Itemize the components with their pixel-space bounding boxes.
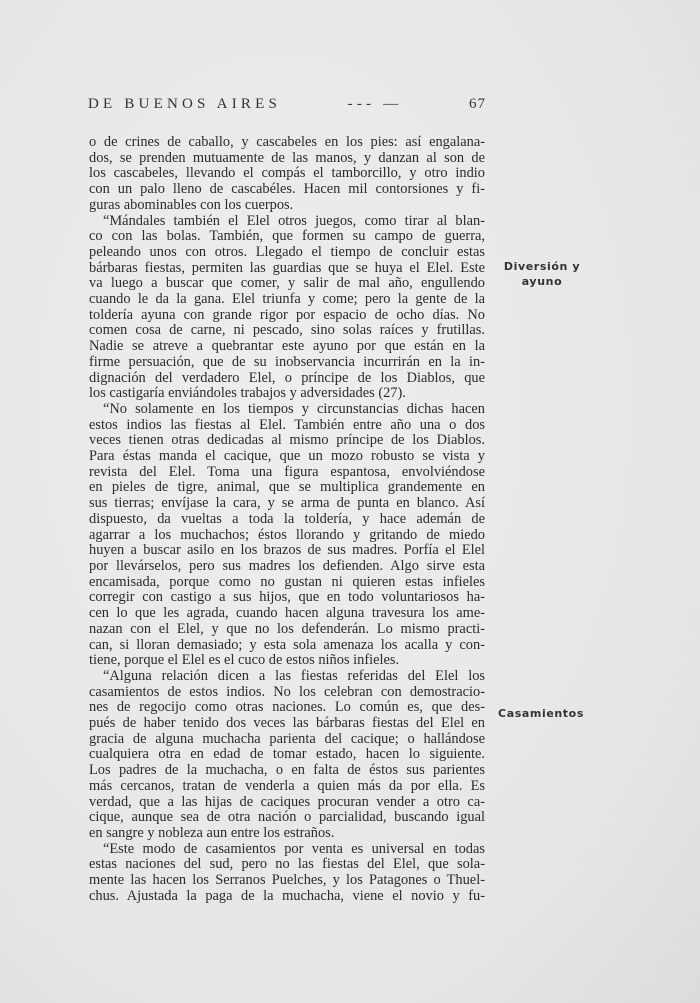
text-line: huyen a buscar asilo en los brazos de sus madres. Porfía el Elel (89, 542, 485, 559)
text-line: dignación del verdadero Elel, o príncipe de los Diablos, que (89, 369, 485, 386)
text-line: por llevárselos, pero sus madres los defienden. Algo sirve esta (89, 557, 485, 574)
text-line: revista del Elel. Toma una figura espantosa, envolviéndose (89, 463, 485, 480)
text-line: “Este modo de casamientos por venta es universal en todas (103, 840, 485, 857)
text-line: los cascabeles, llevando el compás el tamborcillo, y otro indio (89, 165, 485, 182)
text-line: en pieles de tigre, animal, que se multiplica grandemente en (89, 479, 485, 496)
text-line: cuando le da la gana. Elel triunfa y come; pero la gente de la (89, 291, 485, 308)
text-line: los castigaría enviándoles trabajos y adversidades (27). (89, 385, 406, 402)
text-line: va luego a buscar que comer, y salir de mal año, engullendo (89, 275, 485, 292)
margin-note-casamientos: Casamientos (498, 707, 584, 720)
text-line: en sangre y nobleza aun entre los estraños. (89, 824, 335, 841)
body-text (89, 135, 485, 904)
text-line: guras abominables con los cuerpos. (89, 196, 294, 213)
running-title: DE BUENOS AIRES (88, 96, 282, 112)
text-line: nes de regocijo como otras naciones. Lo común es, que des- (89, 699, 485, 716)
text-line: estas naciones del sud, pero no las fiestas del Elel, que sola- (89, 856, 485, 873)
text-line: co con las bolas. También, que formen su campo de guerra, (89, 228, 485, 245)
text-line: nazan con el Elel, y que no los defenderán. Lo mismo practi- (89, 620, 485, 637)
text-line: “Alguna relación dicen a las fiestas referidas del Elel los (103, 667, 485, 684)
text-line: veces tienen otras dedicadas al mismo príncipe de los Diablos. (89, 432, 485, 449)
text-line: más cercanos, tratan de venderla a quien más da por ella. Es (89, 777, 485, 794)
text-line: con un palo lleno de cascabéles. Hacen mil contorsiones y fi- (89, 181, 485, 198)
text-line: corregir con castigo a sus hijos, que en todo voluntariosos ha- (89, 589, 485, 606)
text-line: toldería ayuna con grande rigor por espacio de ocho días. No (89, 306, 485, 323)
margin-note-line: Diversión y (503, 260, 581, 273)
text-line: comen cosa de carne, ni pescado, sino solas raíces y frutillas. (89, 322, 485, 339)
text-line: cen lo que les agrada, cuando hacen alguna travesura los ame- (89, 605, 485, 622)
text-line: o de crines de caballo, y cascabeles en los pies: así engalana- (89, 134, 485, 150)
text-line: peleando unos con otros. Llegado el tiempo de concluir estas (89, 243, 485, 260)
text-line: can, si lloran demasiado; y esta sola amenaza los acalla y con- (89, 636, 485, 653)
text-line: mente las hacen los Serranos Puelches, y los Patagones o Thuel- (89, 872, 485, 889)
text-line: tiene, porque el Elel es el cuco de estos niños infieles. (89, 652, 400, 669)
text-line: “No solamente en los tiempos y circunstancias dichas hacen (103, 400, 485, 417)
text-line: “Mándales también el Elel otros juegos, como tirar al blan- (103, 212, 485, 229)
running-header (88, 96, 486, 113)
text-line: dos, se prenden mutuamente de las manos, y danzan al son de (89, 149, 485, 166)
margin-note-line: ayuno (521, 275, 563, 288)
text-line: cualquiera otra en edad de tomar estado, hacen lo siguiente. (89, 746, 485, 763)
text-line: casamientos de estos indios. No los celebran con demostracio- (89, 683, 485, 700)
text-line: agarrar a los muchachos; éstos llorando y gritando de miedo (89, 526, 485, 543)
text-line: gracia de alguna muchacha parienta del cacique; o hallándose (89, 730, 485, 747)
text-line: cique, aunque sea de otra nación o parcialidad, buscando igual (89, 809, 485, 826)
text-line: Los padres de la muchacha, o en falta de éstos sus parientes (89, 762, 485, 779)
header-dashes: --- — (347, 96, 403, 112)
text-line: chus. Ajustada la paga de la muchacha, viene el novio y fu- (89, 887, 485, 904)
text-line: sus tierras; envíjase la cara, y se arma de punta en blanco. Así (89, 495, 485, 512)
text-line: Nadie se atreve a quebrantar este ayuno por que están en la (89, 338, 485, 355)
text-line: encamisada, porque como no gustan ni quieren estas infieles (89, 573, 485, 590)
page-number: 67 (468, 96, 486, 112)
text-line: dispuesto, da vueltas a toda la toldería, y hace ademán de (89, 510, 485, 527)
text-line: verdad, que a las hijas de caciques procuran vender a otro ca- (89, 793, 485, 810)
margin-note-diversion (500, 259, 584, 289)
text-line: firme persuación, que de su inobservancia incurrirán en la in- (89, 353, 485, 370)
text-line: pués de haber tenido dos veces las bárbaras fiestas del Elel en (89, 715, 485, 732)
text-line: bárbaras fiestas, permiten las guardias que se huya el Elel. Este (89, 259, 485, 276)
text-line: Para éstas manda el cacique, que un mozo robusto se vista y (89, 448, 485, 465)
text-line: estos indios las fiestas al Elel. También entre año una o dos (89, 416, 485, 433)
